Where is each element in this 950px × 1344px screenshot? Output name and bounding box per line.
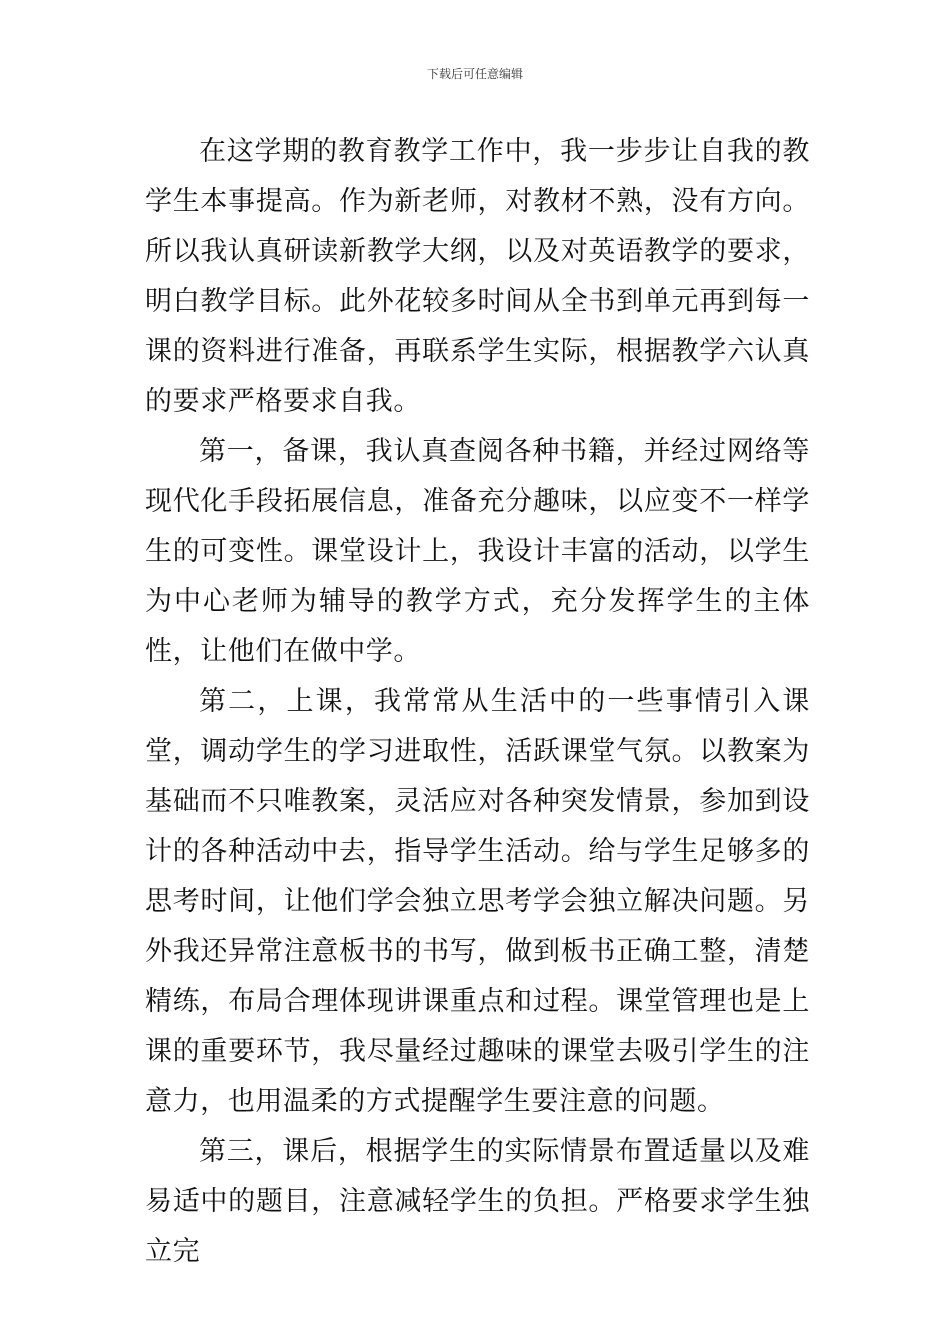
document-body	[145, 127, 810, 1277]
header-note: 下载后可任意编辑	[426, 67, 523, 81]
paragraph-intro: 在这学期的教育教学工作中，我一步步让自我的教学生本事提高。作为新老师，对教材不熟，没有方向。所以我认真研读新教学大纲，以及对英语教学的要求，明白教学目标。此外花较多时间从全书到单元再到每一课的资料进行准备，再联系学生实际，根据教学六认真的要求严格要求自我。	[145, 136, 810, 417]
paragraph-teaching: 第二，上课，我常常从生活中的一些事情引入课堂，调动学生的学习进取性，活跃课堂气氛。以教案为基础而不只唯教案，灵活应对各种突发情景，参加到设计的各种活动中去，指导学生活动。给与学生足够多的思考时间，让他们学会独立思考学会独立解决问题。另外我还异常注意板书的书写，做到板书正确工整，清楚精练，布局合理体现讲课重点和过程。课堂管理也是上课的重要环节，我尽量经过趣味的课堂去吸引学生的注意力，也用温柔的方式提醒学生要注意的问题。	[145, 686, 810, 1117]
paragraph-lesson-prep: 第一，备课，我认真查阅各种书籍，并经过网络等现代化手段拓展信息，准备充分趣味，以应变不一样学生的可变性。课堂设计上，我设计丰富的活动，以学生为中心老师为辅导的教学方式，充分发挥学生的主体性，让他们在做中学。	[145, 436, 810, 667]
paragraph-after-class: 第三，课后，根据学生的实际情景布置适量以及难易适中的题目，注意减轻学生的负担。严格要求学生独立完	[145, 1136, 810, 1267]
